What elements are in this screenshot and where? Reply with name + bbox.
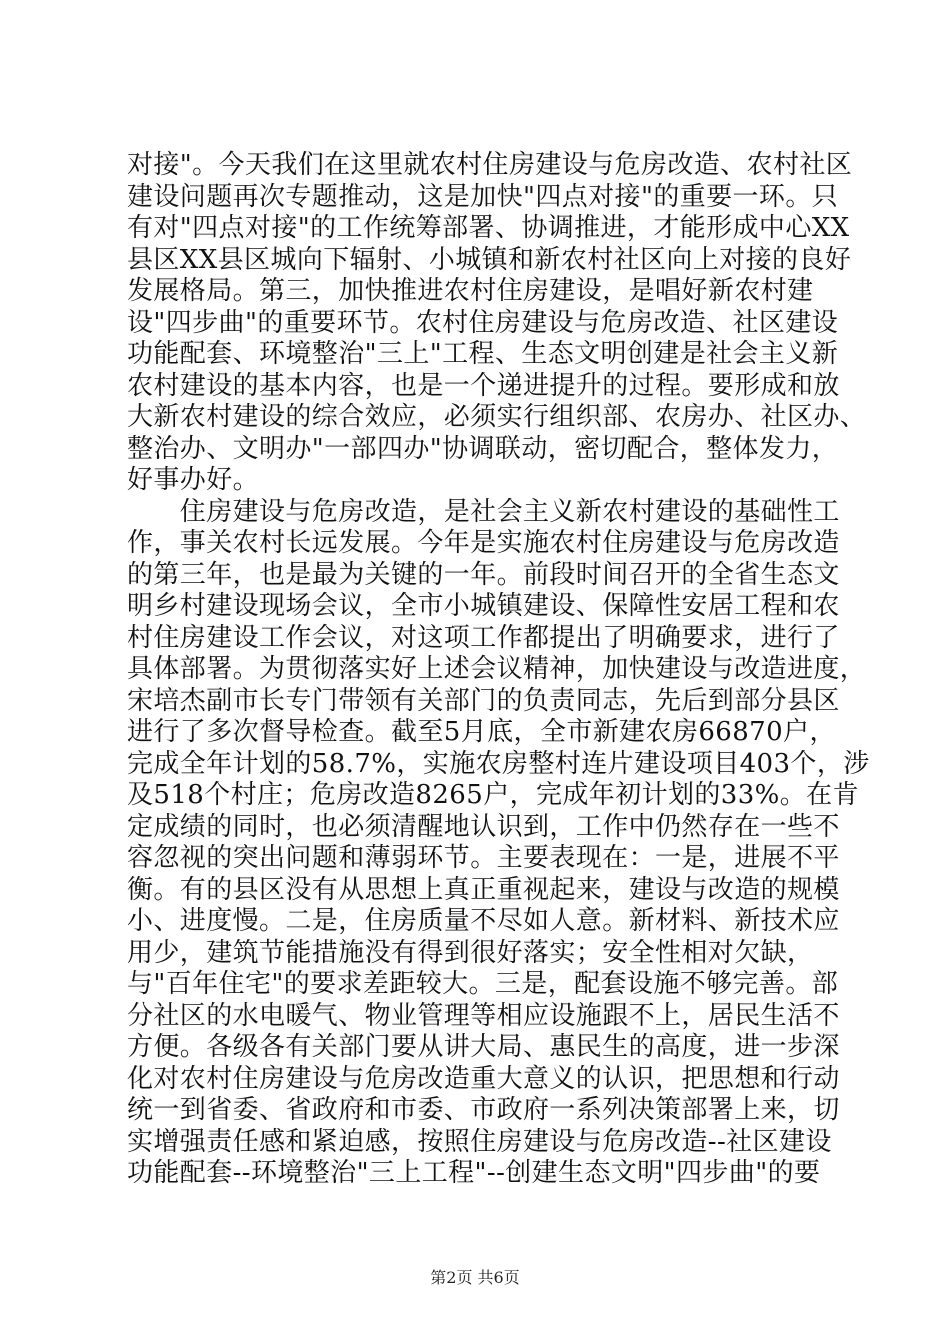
page-number-label: 第2页 共6页: [430, 1268, 520, 1287]
text-line: 作，事关农村长远发展。今年是实施农村住房建设与危房改造: [127, 528, 840, 558]
text-line: 统一到省委、省政府和市委、市政府一系列决策部署上来，切: [127, 1095, 840, 1125]
text-line: 与"百年住宅"的要求差距较大。三是，配套设施不够完善。部: [127, 969, 839, 999]
text-line: 对接"。今天我们在这里就农村住房建设与危房改造、农村社区: [127, 150, 853, 180]
text-line: 实增强责任感和紧迫感，按照住房建设与危房改造--社区建设: [127, 1126, 832, 1157]
text-line: 村住房建设工作会议，对这项工作都提出了明确要求，进行了: [127, 622, 840, 653]
text-line: 分社区的水电暖气、物业管理等相应设施跟不上，居民生活不: [127, 1000, 840, 1031]
text-line: 好事办好。: [127, 465, 260, 495]
text-line: 小、进度慢。二是，住房质量不尽如人意。新材料、新技术应: [127, 906, 840, 936]
text-line: 明乡村建设现场会议，全市小城镇建设、保障性安居工程和农: [127, 591, 840, 621]
text-line: 功能配套、环境整治"三上"工程、生态文明创建是社会主义新: [127, 339, 839, 369]
body-text: [127, 150, 870, 1190]
text-line: 完成全年计划的58.7%，实施农房整村连片建设项目403个，涉: [127, 748, 870, 779]
paragraph-start-line: 住房建设与危房改造，是社会主义新农村建设的基础性工: [127, 496, 840, 527]
text-line: 及518个村庄；危房改造8265户，完成年初计划的33%。在肯: [127, 780, 859, 810]
text-line: 方便。各级各有关部门要从讲大局、惠民生的高度，进一步深: [127, 1032, 840, 1062]
text-line: 功能配套--环境整治"三上工程"--创建生态文明"四步曲"的要: [127, 1158, 821, 1188]
text-line: 具体部署。为贯彻落实好上述会议精神，加快建设与改造进度，: [127, 654, 867, 684]
text-line: 定成绩的同时，也必须清醒地认识到，工作中仍然存在一些不: [127, 811, 840, 842]
text-line: 化对农村住房建设与危房改造重大意义的认识，把思想和行动: [127, 1063, 840, 1094]
text-line: 县区XX县区城向下辐射、小城镇和新农村社区向上对接的良好: [127, 244, 852, 275]
text-line: 大新农村建设的综合效应，必须实行组织部、农房办、社区办、: [127, 402, 867, 432]
text-line: 建设问题再次专题推动，这是加快"四点对接"的重要一环。只: [127, 181, 839, 212]
text-line: 容忽视的突出问题和薄弱环节。主要表现在：一是，进展不平: [127, 843, 840, 873]
text-line: 衡。有的县区没有从思想上真正重视起来，建设与改造的规模: [127, 874, 840, 905]
text-line: 设"四步曲"的重要环节。农村住房建设与危房改造、社区建设: [127, 307, 839, 338]
text-line: 进行了多次督导检查。截至5月底，全市新建农房66870户，: [127, 717, 836, 747]
text-line: 有对"四点对接"的工作统筹部署、协调推进，才能形成中心XX: [127, 213, 850, 243]
text-line: 发展格局。第三，加快推进农村住房建设，是唱好新农村建: [127, 276, 814, 306]
text-line: 宋培杰副市长专门带领有关部门的负责同志，先后到部分县区: [127, 685, 840, 716]
text-line: 用少，建筑节能措施没有得到很好落实；安全性相对欠缺，: [127, 937, 814, 968]
text-line: 整治办、文明办"一部四办"协调联动，密切配合，整体发力，: [127, 433, 839, 464]
text-line: 的第三年，也是最为关键的一年。前段时间召开的全省生态文: [127, 559, 840, 590]
page-footer: [0, 1268, 950, 1288]
text-line: 农村建设的基本内容，也是一个递进提升的过程。要形成和放: [127, 370, 840, 401]
